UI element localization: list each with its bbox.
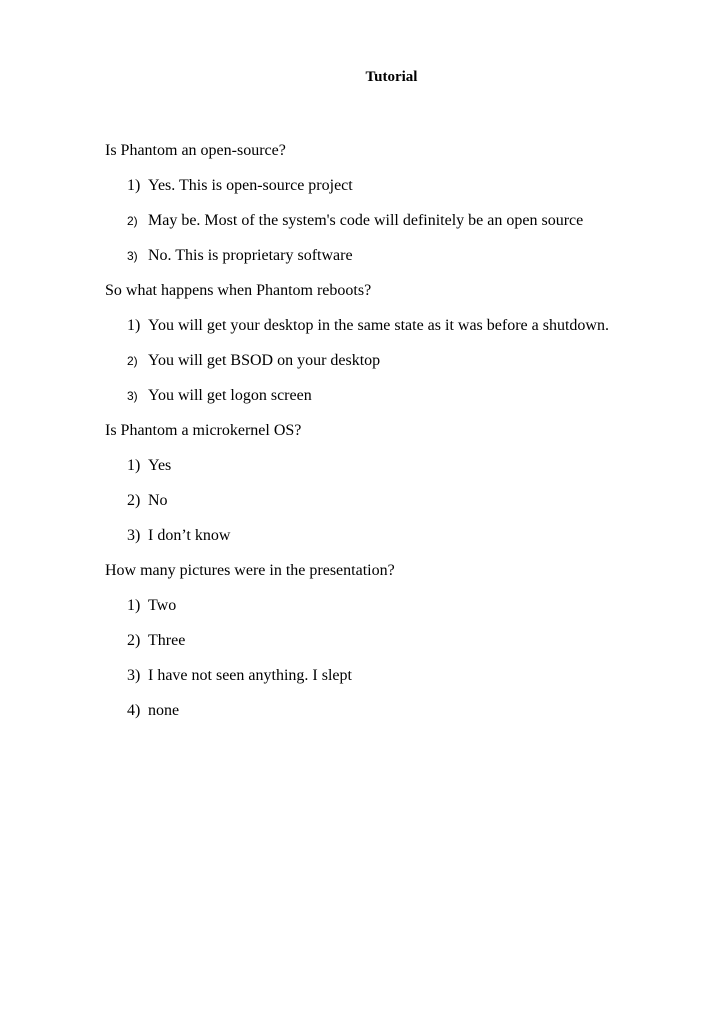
option-text: none (148, 702, 180, 719)
option-text: Two (148, 597, 177, 614)
question-block-3 (105, 421, 705, 546)
answer-option (105, 491, 705, 511)
option-text: I don’t know (148, 527, 231, 544)
option-text: You will get logon screen (148, 387, 312, 404)
option-text: Yes. This is open-source project (148, 177, 353, 194)
option-number: 1) (127, 317, 141, 334)
question-block-1 (105, 141, 705, 266)
document-title: Tutorial (365, 69, 418, 85)
option-text: May be. Most of the system's code will definitely be an open source (148, 212, 584, 229)
option-number: 1) (127, 597, 141, 614)
answer-list (105, 456, 705, 546)
option-text: No (148, 492, 168, 509)
answer-option (105, 526, 705, 546)
answer-list (105, 596, 705, 721)
answer-option (105, 176, 705, 196)
option-number: 3) (127, 389, 138, 403)
option-number: 2) (127, 632, 141, 649)
option-number: 2) (127, 354, 138, 368)
answer-option (105, 701, 705, 721)
question-text: So what happens when Phantom reboots? (105, 282, 372, 299)
option-text: I have not seen anything. I slept (148, 667, 352, 684)
answer-list (105, 176, 705, 266)
answer-option (105, 246, 705, 266)
question-text: Is Phantom a microkernel OS? (105, 422, 302, 439)
option-text: You will get your desktop in the same state as it was before a shutdown. (148, 317, 609, 334)
option-number: 3) (127, 249, 138, 263)
option-number: 2) (127, 492, 141, 509)
option-text: Three (148, 632, 186, 649)
option-number: 3) (127, 667, 141, 684)
option-text: Yes (148, 457, 172, 474)
answer-option (105, 666, 705, 686)
option-number: 3) (127, 527, 141, 544)
option-number: 1) (127, 177, 141, 194)
answer-option (105, 456, 705, 476)
option-number: 2) (127, 214, 138, 228)
question-text: Is Phantom an open-source? (105, 142, 286, 159)
option-text: You will get BSOD on your desktop (148, 352, 381, 369)
question-block-2 (105, 281, 705, 406)
answer-list (105, 316, 705, 406)
option-number: 1) (127, 457, 141, 474)
answer-option (105, 596, 705, 616)
question-text: How many pictures were in the presentation? (105, 562, 395, 579)
answer-option (105, 351, 705, 371)
answer-option (105, 211, 705, 231)
answer-option (105, 316, 705, 336)
option-text: No. This is proprietary software (148, 247, 353, 264)
answer-option (105, 386, 705, 406)
answer-option (105, 631, 705, 651)
option-number: 4) (127, 702, 141, 719)
question-block-4 (105, 561, 705, 721)
